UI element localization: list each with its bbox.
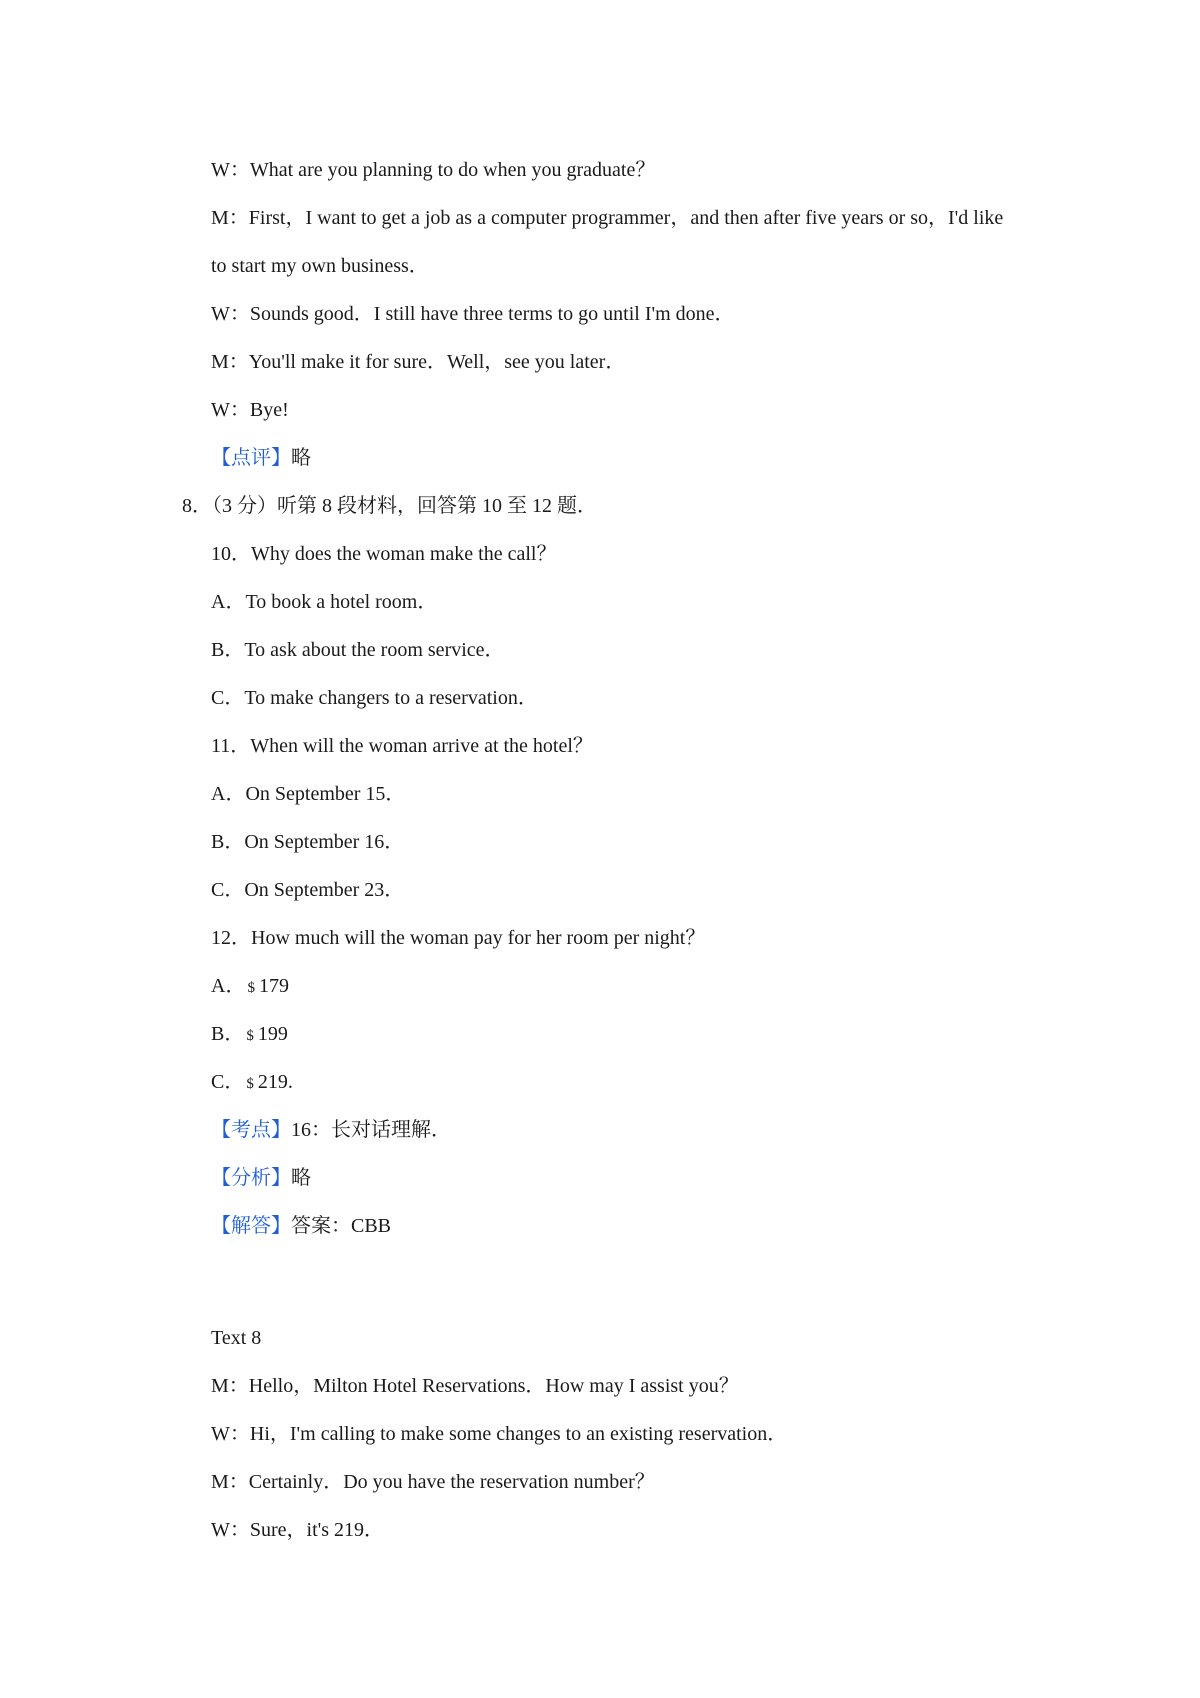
comment-text: 略 (291, 447, 311, 469)
option-a: A．On September 15． (211, 783, 406, 805)
fenxi-text: 略 (291, 1167, 311, 1189)
jieda-row (211, 1212, 391, 1240)
dialogue-line: to start my own business． (211, 255, 429, 277)
question-header: 8．（3 分）听第 8 段材料，回答第 10 至 12 题． (182, 495, 597, 517)
comment-row (211, 444, 311, 472)
option-a (211, 972, 289, 1002)
option-b: B．To ask about the room service． (211, 639, 505, 661)
option-b: B．On September 16． (211, 831, 405, 853)
question-stem: 12．How much will the woman pay for her room per night？ (211, 927, 706, 949)
option-a: A．To book a hotel room． (211, 591, 438, 613)
jieda-tag: 【解答】 (211, 1215, 291, 1237)
currency-symbol: $ (246, 1028, 254, 1044)
jieda-text: 答案：CBB (291, 1215, 392, 1237)
dialogue-line: M：Hello，Milton Hotel Reservations．How may I assist you？ (211, 1375, 739, 1397)
currency-symbol: $ (246, 1076, 254, 1092)
fenxi-row (211, 1164, 311, 1192)
option-amount: 179 (258, 975, 289, 997)
dialogue-line: W：Bye! (211, 399, 289, 421)
option-c: C．To make changers to a reservation． (211, 687, 538, 709)
dialogue-line: M：First，I want to get a job as a computer programmer，and then after five years or so，I'd like (211, 207, 1004, 229)
option-label: A． (211, 975, 246, 997)
option-amount: 219. (257, 1071, 293, 1093)
dialogue-line: W：What are you planning to do when you graduate？ (211, 159, 656, 181)
dialogue-line: W：Sure，it's 219． (211, 1519, 385, 1541)
question-stem: 11．When will the woman arrive at the hotel？ (211, 735, 593, 757)
option-b (211, 1020, 288, 1050)
currency-symbol: $ (247, 980, 255, 996)
kaodian-row (211, 1116, 451, 1144)
option-c: C．On September 23． (211, 879, 405, 901)
option-label: B． (211, 1023, 245, 1045)
kaodian-tag: 【考点】 (211, 1119, 291, 1141)
text-title: Text 8 (211, 1327, 262, 1349)
dialogue-line: W：Hi，I'm calling to make some changes to an existing reservation． (211, 1423, 788, 1445)
dialogue-line: M：You'll make it for sure．Well，see you later． (211, 351, 626, 373)
comment-tag: 【点评】 (211, 447, 291, 469)
option-c (211, 1068, 293, 1098)
option-amount: 199 (257, 1023, 288, 1045)
dialogue-line: W：Sounds good．I still have three terms to go until I'm done． (211, 303, 735, 325)
question-stem: 10．Why does the woman make the call？ (211, 543, 557, 565)
option-label: C． (211, 1071, 245, 1093)
fenxi-tag: 【分析】 (211, 1167, 291, 1189)
kaodian-text: 16：长对话理解． (291, 1119, 451, 1141)
dialogue-line: M：Certainly．Do you have the reservation number？ (211, 1471, 655, 1493)
